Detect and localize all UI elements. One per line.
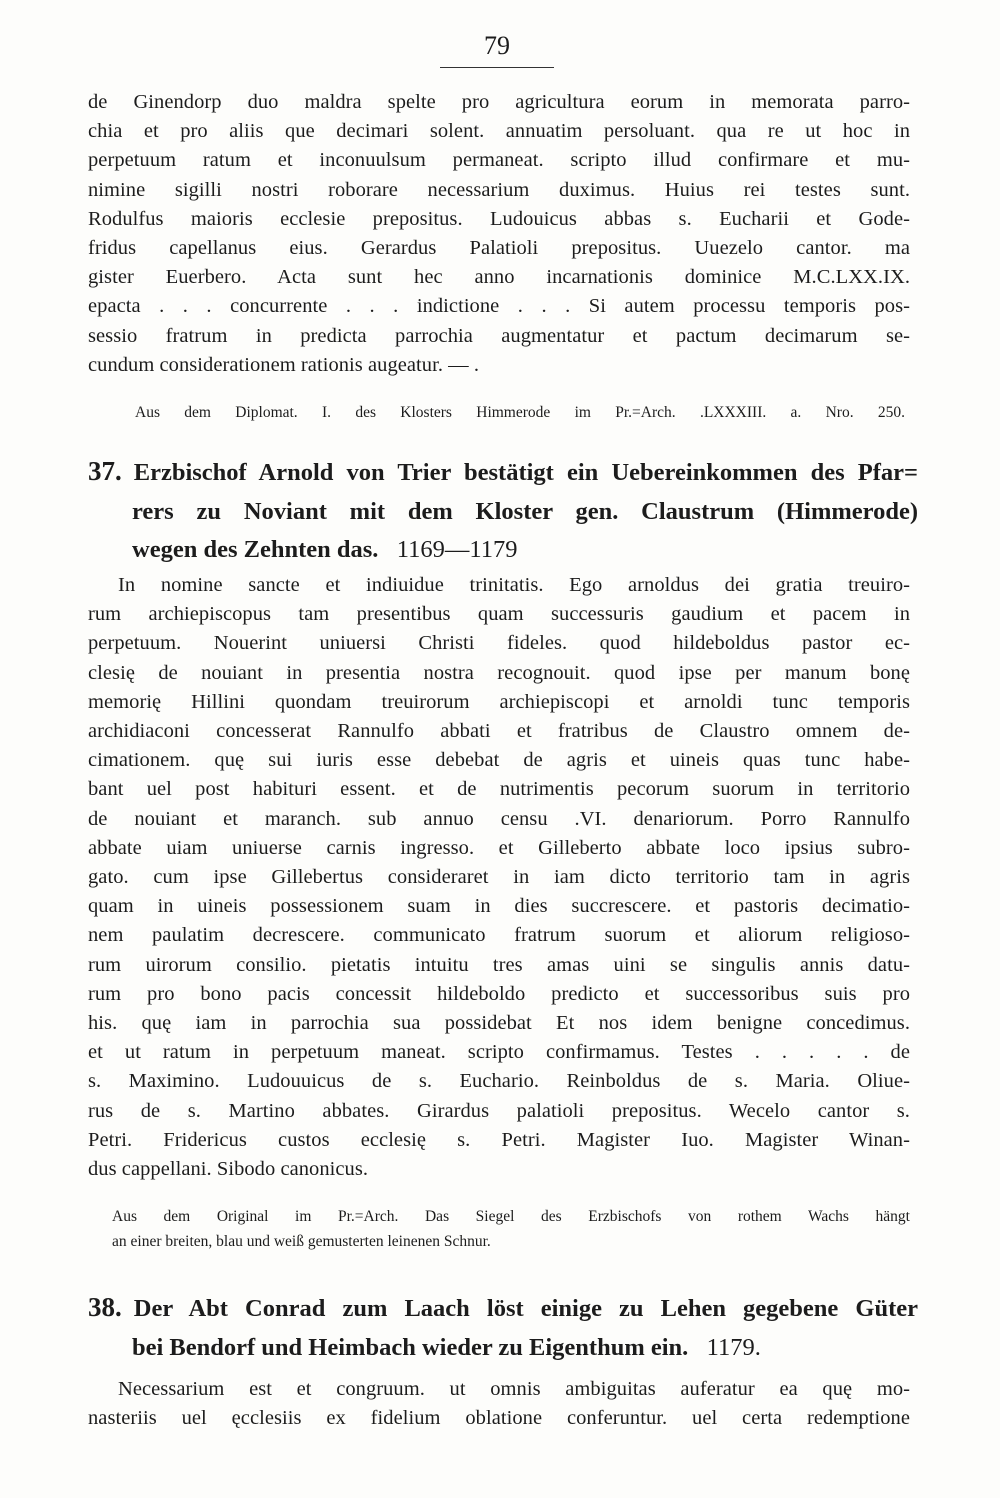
text-line: nasteriis uel ęcclesiis ex fidelium oblatione conferuntur. uel certa redemptione <box>88 1407 910 1430</box>
intro-source-note <box>135 400 905 425</box>
intro-paragraph <box>88 88 910 380</box>
text-line: clesię de nouiant in presentia nostra recognouit. quod ipse per manum bonę <box>88 661 910 684</box>
section-38-heading <box>88 1288 918 1367</box>
text-line: nem paulatim decrescere. communicato fratrum suorum et aliorum religioso- <box>88 924 910 947</box>
page-number-rule <box>440 67 554 68</box>
text-line: cundum considerationem rationis augeatur. — . <box>88 353 480 376</box>
text-line: fridus capellanus eius. Gerardus Palatioli prepositus. Uuezelo cantor. ma <box>88 237 910 260</box>
text-line: Rodulfus maioris ecclesie prepositus. Ludouicus abbas s. Eucharii et Gode- <box>88 207 910 230</box>
text-line: perpetuum. Nouerint uniuersi Christi fideles. quod hildeboldus pastor ec- <box>88 632 910 655</box>
text-line: gister Euerbero. Acta sunt hec anno incarnationis dominice M.C.LXX.IX. <box>88 266 910 289</box>
text-line: rum archiepiscopus tam presentibus quam successuris gaudium et pacem in <box>88 603 910 626</box>
section-date: 1169—1179 <box>396 536 518 563</box>
text-line: nimine sigilli nostri roborare necessarium duximus. Huius rei testes sunt. <box>88 178 910 201</box>
source-note: Aus dem Diplomat. I. des Klosters Himmerode im Pr.=Arch. .LXXXIII. a. Nro. 250. <box>135 404 905 421</box>
text-line: rus de s. Martino abbates. Girardus palatioli prepositus. Wecelo cantor s. <box>88 1099 910 1122</box>
heading-text: wegen des Zehnten das. <box>132 536 379 563</box>
text-line: bant uel post habituri essent. et de nutrimentis pecorum suorum in territorio <box>88 778 910 801</box>
section-number: 38. <box>88 1292 122 1322</box>
text-line: perpetuum ratum et inconuulsum permaneat. scripto illud confirmare et mu- <box>88 149 910 172</box>
heading-line <box>88 1329 918 1368</box>
text-line: gato. cum ipse Gillebertus consideraret in iam dicto territorio tam in agris <box>88 866 910 889</box>
heading-line <box>88 452 918 493</box>
text-line: dus cappellani. Sibodo canonicus. <box>88 1158 369 1181</box>
text-line: In nomine sancte et indiuidue trinitatis. Ego arnoldus dei gratia treuiro- <box>118 574 910 596</box>
section-38-body <box>88 1375 910 1433</box>
text-line: chia et pro aliis que decimari solent. annuatim persoluant. qua re ut hoc in <box>88 120 910 143</box>
section-number: 37. <box>88 456 122 486</box>
section-37-body <box>88 571 910 1184</box>
text-line: s. Maximino. Ludouuicus de s. Euchario. Reinboldus de s. Maria. Oliue- <box>88 1070 910 1093</box>
text-line: his. quę iam in parrochia sua possidebat Et nos idem benigne concedimus. <box>88 1012 910 1035</box>
text-line: de Ginendorp duo maldra spelte pro agricultura eorum in memorata parro- <box>88 91 910 113</box>
heading-text: bei Bendorf und Heimbach wieder zu Eigenthum ein. <box>132 1333 689 1361</box>
text-line: memorię Hillini quondam treuirorum archiepiscopi et arnoldi tunc temporis <box>88 690 910 713</box>
text-line: cimationem. quę sui iuris esse debebat de agris et uineis quas tunc habe- <box>88 749 910 772</box>
section-date: 1179. <box>706 1333 761 1361</box>
source-note: Aus dem Original im Pr.=Arch. Das Siegel des Erzbischofs von rothem Wachs hängt <box>112 1208 910 1225</box>
page-number: 79 <box>484 31 510 60</box>
text-line: archidiaconi concesserat Rannulfo abbati et fratribus de Claustro omnem de- <box>88 720 910 743</box>
heading-line <box>88 531 918 570</box>
text-line: rum pro bono pacis concessit hildeboldo predicto et successoribus suis pro <box>88 982 910 1005</box>
text-line: rum uirorum consilio. pietatis intuitu tres amas uini se singulis annis datu- <box>88 953 910 976</box>
text-line: sessio fratrum in predicta parrochia augmentatur et pactum decimarum se- <box>88 324 910 347</box>
text-line: Petri. Fridericus custos ecclesię s. Petri. Magister Iuo. Magister Winan- <box>88 1128 910 1151</box>
heading-line: rers zu Noviant mit dem Kloster gen. Claustrum (Himmerode) <box>132 497 918 525</box>
text-line: abbate uiam uniuerse carnis ingresso. et Gilleberto abbate loco ipsius subro- <box>88 836 910 859</box>
text-line: epacta . . . concurrente . . . indictione . . . Si autem processu temporis pos- <box>88 295 910 318</box>
section-37-source-note <box>112 1204 910 1254</box>
heading-line <box>88 1288 918 1329</box>
text-line: de nouiant et maranch. sub annuo censu .VI. denariorum. Porro Rannulfo <box>88 807 910 830</box>
text-line: quam in uineis possessionem suam in dies succrescere. et pastoris decimatio- <box>88 895 910 918</box>
source-note: an einer breiten, blau und weiß gemusterten leinenen Schnur. <box>112 1233 491 1250</box>
heading-text: Der Abt Conrad zum Laach löst einige zu Lehen gegebene Güter <box>133 1295 918 1322</box>
heading-text: Erzbischof Arnold von Trier bestätigt ein Uebereinkommen des Pfar= <box>133 459 918 486</box>
text-line: Necessarium est et congruum. ut omnis ambiguitas auferatur ea quę mo- <box>118 1378 910 1400</box>
section-37-heading <box>88 452 918 570</box>
text-line: et ut ratum in perpetuum maneat. scripto confirmamus. Testes . . . . . de <box>88 1041 910 1064</box>
